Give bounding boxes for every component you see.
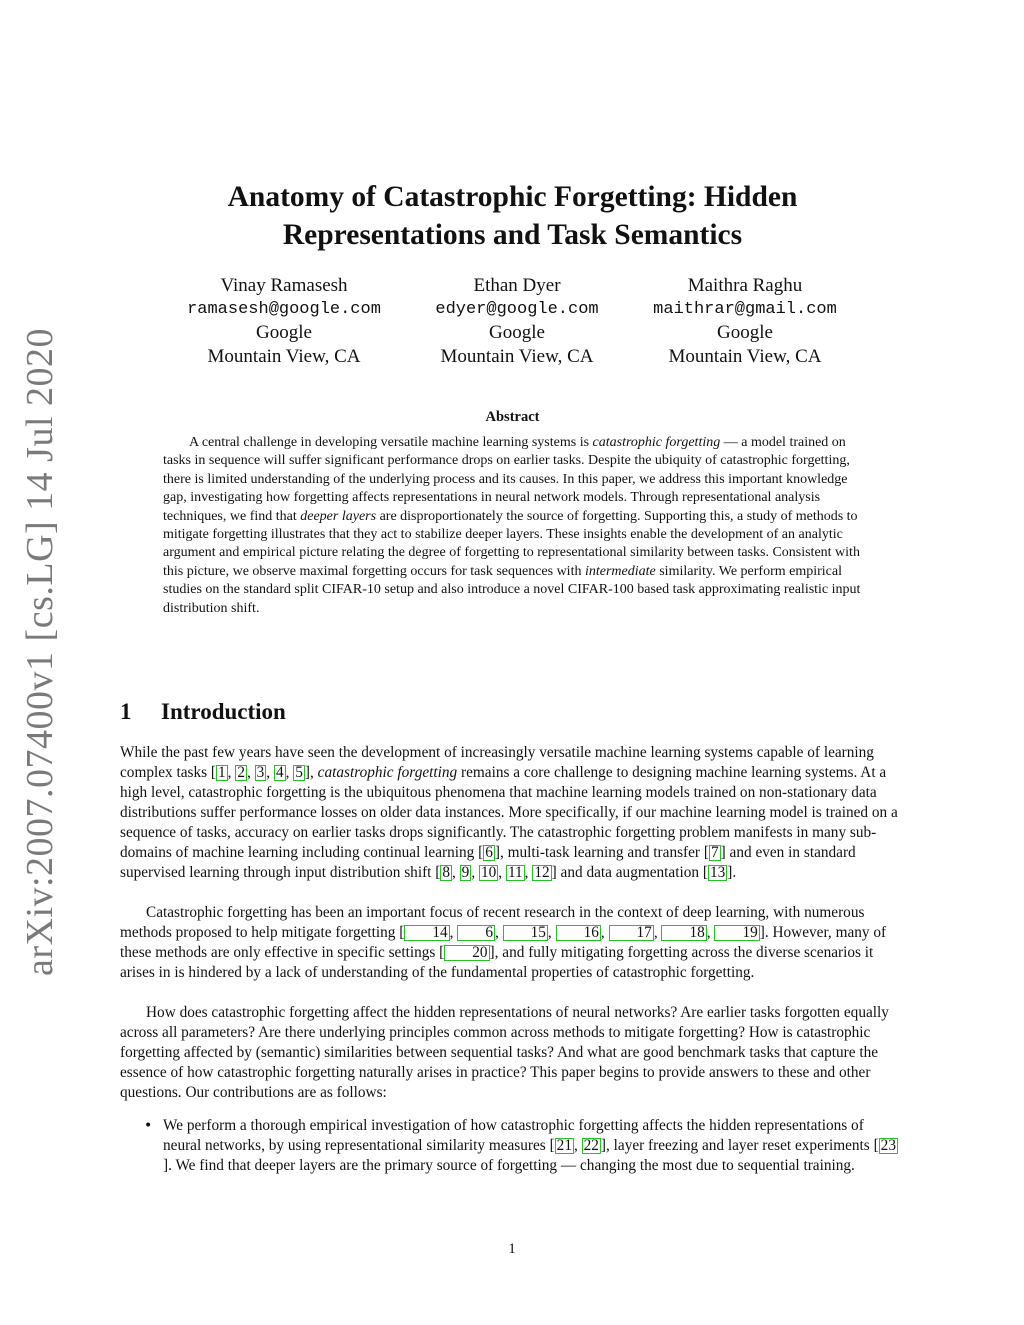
citation-link[interactable]: 20	[444, 945, 489, 961]
author-block	[169, 274, 399, 368]
text-span: ],	[304, 764, 318, 781]
abstract-span: are disproportionately the source of forgetting. Supporting this, a study of methods to mitigate forgetting illustrates that they act to stabilize deeper layers. These insights enable the development of an analytic argument and empirical picture relating the degree of forgetting to representational similarity between tasks. Consistent with this picture, we observe maximal forgetting occurs for task sequences with	[163, 508, 860, 579]
text-span: ]. We find that deeper layers are the primary source of forgetting — changing the most due to sequential training.	[163, 1157, 855, 1174]
text-span: ] and data augmentation [	[551, 864, 708, 881]
author-affiliation: Google	[717, 322, 773, 343]
citation-link[interactable]: 13	[709, 864, 726, 881]
citation-link[interactable]: 1	[218, 764, 226, 781]
intro-paragraph-1: While the past few years have seen the development of increasingly versatile machine learning systems capable of learning complex tasks [ 1 , 2 , 3 , 4 , 5 ], catastrophic forgetting remains a core challenge to designing machine learning systems. At a high level, catastrophic forgetting is the ubiquitous phenomena that machine learning models trained on non-stationary data distributions suffer performance losses on older data instances. More specifically, if our machine learning model is trained on a sequence of tasks, accuracy on earlier tasks drops significantly. The catastrophic forgetting problem manifests in many sub-domains of machine learning including continual learning [ 6 ], multi-task learning and transfer [ 7 ] and even in standard supervised learning through input distribution shift [ 8 , 9 , 10 , 11 , 12 ] and data augmentation [ 13 ].	[120, 744, 898, 881]
citation-link[interactable]: 17	[609, 925, 654, 941]
abstract-emphasis: intermediate	[584, 563, 656, 579]
text-span: ]. However, many of these methods are only effective in specific settings [	[120, 924, 887, 961]
abstract-heading: Abstract	[485, 409, 540, 425]
author-location: Mountain View, CA	[440, 345, 594, 367]
text-span: ], and fully mitigating forgetting across the diverse scenarios it arises in is hindered by a lack of understanding of the fundamental properties of catastrophic forgetting.	[120, 944, 874, 981]
citation-link[interactable]: 15	[503, 925, 548, 941]
citation-link[interactable]: 7	[710, 844, 719, 861]
author-name: Ethan Dyer	[473, 275, 561, 296]
citation-link[interactable]: 12	[534, 864, 550, 881]
author-affiliation: Google	[256, 322, 312, 343]
author-block	[402, 274, 632, 368]
author-location: Mountain View, CA	[668, 345, 822, 367]
text-span: While the past few years have seen the development of increasingly versatile machine learning systems capable of learning complex tasks [	[120, 744, 874, 781]
citation-link[interactable]: 10	[480, 864, 497, 881]
author-email[interactable]: maithrar@gmail.com	[653, 299, 837, 319]
citation-link[interactable]: 8	[442, 864, 451, 881]
citation-link[interactable]: 6	[485, 844, 493, 861]
abstract-span: similarity. We perform empirical studies on the standard split CIFAR-10 setup and also introduce a novel CIFAR-100 based task approximating realistic input distribution shift.	[163, 563, 861, 616]
author-name: Vinay Ramasesh	[220, 275, 348, 296]
abstract-text	[163, 434, 863, 618]
section-heading	[120, 699, 286, 725]
text-span: ], multi-task learning and transfer [	[494, 844, 709, 861]
citation-link[interactable]: 14	[404, 925, 449, 941]
citation-link[interactable]: 2	[237, 764, 245, 781]
citation-link[interactable]: 3	[256, 764, 265, 781]
text-span: ].	[727, 864, 737, 881]
citation-link[interactable]: 18	[661, 925, 706, 941]
author-email[interactable]: ramasesh@google.com	[187, 299, 381, 319]
contribution-bullet: We perform a thorough empirical investigation of how catastrophic forgetting affects the hidden representations of neural networks, by using representational similarity measures [ 21 , 22 ], layer freezing and layer reset experiments [ 23]. We find that deeper layers are the primary source of forgetting — changing the most due to sequential training.	[163, 1117, 896, 1174]
citation-link[interactable]: 19	[714, 925, 759, 941]
text-span: We perform a thorough empirical investigation of how catastrophic forgetting affects the hidden representations of neural networks, by using representational similarity measures [	[163, 1117, 864, 1154]
author-affiliation: Google	[489, 322, 545, 343]
paper-title	[120, 178, 905, 254]
text-emphasis: catastrophic forgetting	[317, 764, 458, 781]
citation-link[interactable]: 21	[556, 1137, 572, 1154]
title-line-1: Anatomy of Catastrophic Forgetting: Hidden	[227, 181, 798, 213]
author-location: Mountain View, CA	[207, 345, 361, 367]
section-number: 1	[120, 699, 132, 724]
citation-link[interactable]: 5	[295, 764, 303, 781]
citation-link[interactable]: 22	[583, 1137, 599, 1154]
abstract-span: A central challenge in developing versatile machine learning systems is	[189, 435, 593, 450]
bullet-marker: •	[144, 1118, 153, 1134]
intro-paragraph-3: How does catastrophic forgetting affect the hidden representations of neural networks? Are earlier tasks forgotten equally across all parameters? Are there underlying principles common across methods to mitigate forgetting? How is catastrophic forgetting affected by (semantic) similarities between sequential tasks? And what are good benchmark tasks that capture the essence of how catastrophic forgetting naturally arises in practice? This paper begins to provide answers to these and other questions. Our contributions are as follows:	[120, 1004, 889, 1101]
text-span: ] and even in standard supervised learning through input distribution shift [	[120, 844, 856, 881]
citation-link[interactable]: 9	[461, 864, 470, 881]
intro-paragraph-2: Catastrophic forgetting has been an important focus of recent research in the context of deep learning, with numerous methods proposed to help mitigate forgetting [ 14 , 6 , 15 , 16 , 17 , 18 , 19 ]. However, many of these methods are only effective in specific settings [ 20 ], and fully mitigating forgetting across the diverse scenarios it arises in is hindered by a lack of understanding of the fundamental properties of catastrophic forgetting.	[120, 904, 887, 981]
abstract-span: — a model trained on tasks in sequence will suffer significant performance drops on earlier tasks. Despite the ubiquity of catastrophic forgetting, there is limited understanding of the underlying process and its causes. In this paper, we address this important knowledge gap, investigating how forgetting affects representations in neural network models. Through representational analysis techniques, we find that	[163, 435, 850, 524]
citation-link[interactable]: 4	[275, 764, 284, 781]
citation-link[interactable]: 11	[507, 864, 523, 881]
author-block	[630, 274, 860, 368]
abstract-emphasis: catastrophic forgetting	[592, 435, 721, 450]
citation-link[interactable]: 23	[880, 1137, 896, 1154]
page-number: 1	[508, 1241, 516, 1257]
abstract-emphasis: deeper layers	[300, 508, 377, 524]
citation-link[interactable]: 16	[556, 925, 601, 941]
text-span: ], layer freezing and layer reset experiments [	[600, 1137, 879, 1154]
arxiv-stamp-text: arXiv:2007.07400v1 [cs.LG] 14 Jul 2020	[19, 327, 61, 977]
text-span: remains a core challenge to designing machine learning systems. At a high level, catastrophic forgetting is the ubiquitous phenomena that machine learning models trained on non-stationary data distributions suffer performance losses on older data instances. More specifically, if our machine learning model is trained on a sequence of tasks, accuracy on earlier tasks drops significantly. The catastrophic forgetting problem manifests in many sub-domains of machine learning including continual learning [	[120, 764, 898, 861]
text-span: Catastrophic forgetting has been an important focus of recent research in the context of deep learning, with numerous methods proposed to help mitigate forgetting [	[120, 904, 865, 941]
author-name: Maithra Raghu	[687, 275, 803, 296]
citation-link[interactable]: 6	[457, 925, 495, 941]
section-title: Introduction	[161, 699, 286, 724]
author-email[interactable]: edyer@google.com	[435, 299, 599, 319]
title-line-2: Representations and Task Semantics	[282, 219, 743, 251]
